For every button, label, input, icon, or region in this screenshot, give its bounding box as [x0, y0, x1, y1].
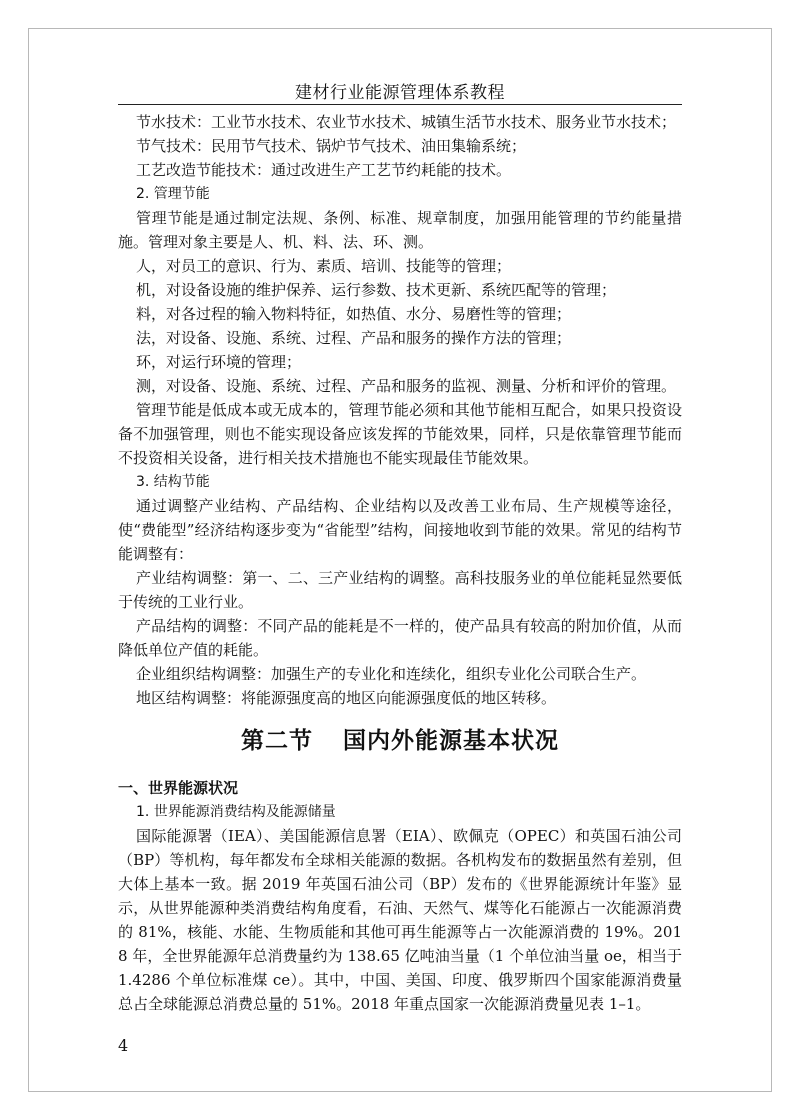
- paragraph-regional-structure: 地区结构调整：将能源强度高的地区向能源强度低的地区转移。: [136, 689, 557, 707]
- section-title: [118, 724, 682, 758]
- header-rule: [118, 104, 682, 105]
- paragraph-measurement: 测，对设备、设施、系统、过程、产品和服务的监视、测量、分析和评价的管理。: [136, 377, 677, 395]
- paragraph-environment: 环，对运行环境的管理；: [136, 353, 302, 371]
- paragraph-gas-saving: 节气技术：民用节气技术、锅炉节气技术、油田集输系统；: [136, 137, 527, 155]
- paragraph-product-structure: 产品结构的调整：不同产品的能耗是不一样的，使产品具有较高的附加价值，从而降低单位产值的耗能。: [118, 617, 682, 659]
- paragraph-process-improvement: 工艺改造节能技术：通过改进生产工艺节约耗能的技术。: [136, 161, 512, 179]
- running-header: 建材行业能源管理体系教程: [295, 83, 505, 103]
- paragraph-water-saving: 节水技术：工业节水技术、农业节水技术、城镇生活节水技术、服务业节水技术；: [136, 113, 677, 131]
- page-number: 4: [118, 1036, 129, 1055]
- subheading-management-saving: 2. 管理节能: [136, 186, 210, 202]
- paragraph-machine: 机，对设备设施的维护保养、运行参数、技术更新、系统匹配等的管理；: [136, 281, 617, 299]
- paragraph-structural-definition: 通过调整产业结构、产品结构、企业结构以及改善工业布局、生产规模等途径，使“费能型”经济结构逐步变为“省能型”结构，间接地收到节能的效果。常见的结构节能调整有：: [118, 497, 682, 563]
- paragraph-method: 法，对设备、设施、系统、过程、产品和服务的操作方法的管理；: [136, 329, 572, 347]
- section-number: 第二节: [241, 727, 313, 754]
- paragraph-management-cost: 管理节能是低成本或无成本的，管理节能必须和其他节能相互配合，如果只投资设备不加强管理，则也不能实现设备应该发挥的节能效果，同样，只是依靠管理节能而不投资相关设备，进行相关技术措施也不能实现最佳节能效果。: [118, 401, 682, 467]
- page-content: [118, 110, 682, 1016]
- paragraph-management-definition: 管理节能是通过制定法规、条例、标准、规章制度，加强用能管理的节约能量措施。管理对象主要是人、机、料、法、环、测。: [118, 209, 682, 251]
- paragraph-enterprise-structure: 企业组织结构调整：加强生产的专业化和连续化，组织专业化公司联合生产。: [136, 665, 647, 683]
- paragraph-material: 料，对各过程的输入物料特征，如热值、水分、易磨性等的管理；: [136, 305, 572, 323]
- paragraph-world-energy-data: 国际能源署（IEA）、美国能源信息署（EIA）、欧佩克（OPEC）和英国石油公司（BP）等机构，每年都发布全球相关能源的数据。各机构发布的数据虽然有差别，但大体上基本一致。据 2019 年英国石油公司（BP）发布的《世界能源统计年鉴》显示，从世界能源种类消费结构角度看，石油、天然气、煤等化石能源占一次能源消费的 81%，核能、水能、生物质能和其他可再生能源等占一次能源消费的 19%。2018 年，全世界能源年总消费量约为 138.65 亿吨油当量（1 个单位油当量 oe，相当于 1.4286 个单位标准煤 ce）。其中，中国、美国、印度、俄罗斯四个国家能源消费量总占全球能源总消费总量的 51%。2018 年重点国家一次能源消费量见表 1–1。: [118, 827, 682, 1013]
- section-title-text: 国内外能源基本状况: [343, 727, 559, 754]
- subheading-structural-saving: 3. 结构节能: [136, 474, 210, 490]
- heading-world-energy: 一、世界能源状况: [118, 779, 239, 797]
- paragraph-industry-structure: 产业结构调整：第一、二、三产业结构的调整。高科技服务业的单位能耗显然要低于传统的工业行业。: [118, 569, 682, 611]
- paragraph-people: 人，对员工的意识、行为、素质、培训、技能等的管理；: [136, 257, 512, 275]
- subheading-consumption-structure: 1. 世界能源消费结构及能源储量: [136, 804, 336, 820]
